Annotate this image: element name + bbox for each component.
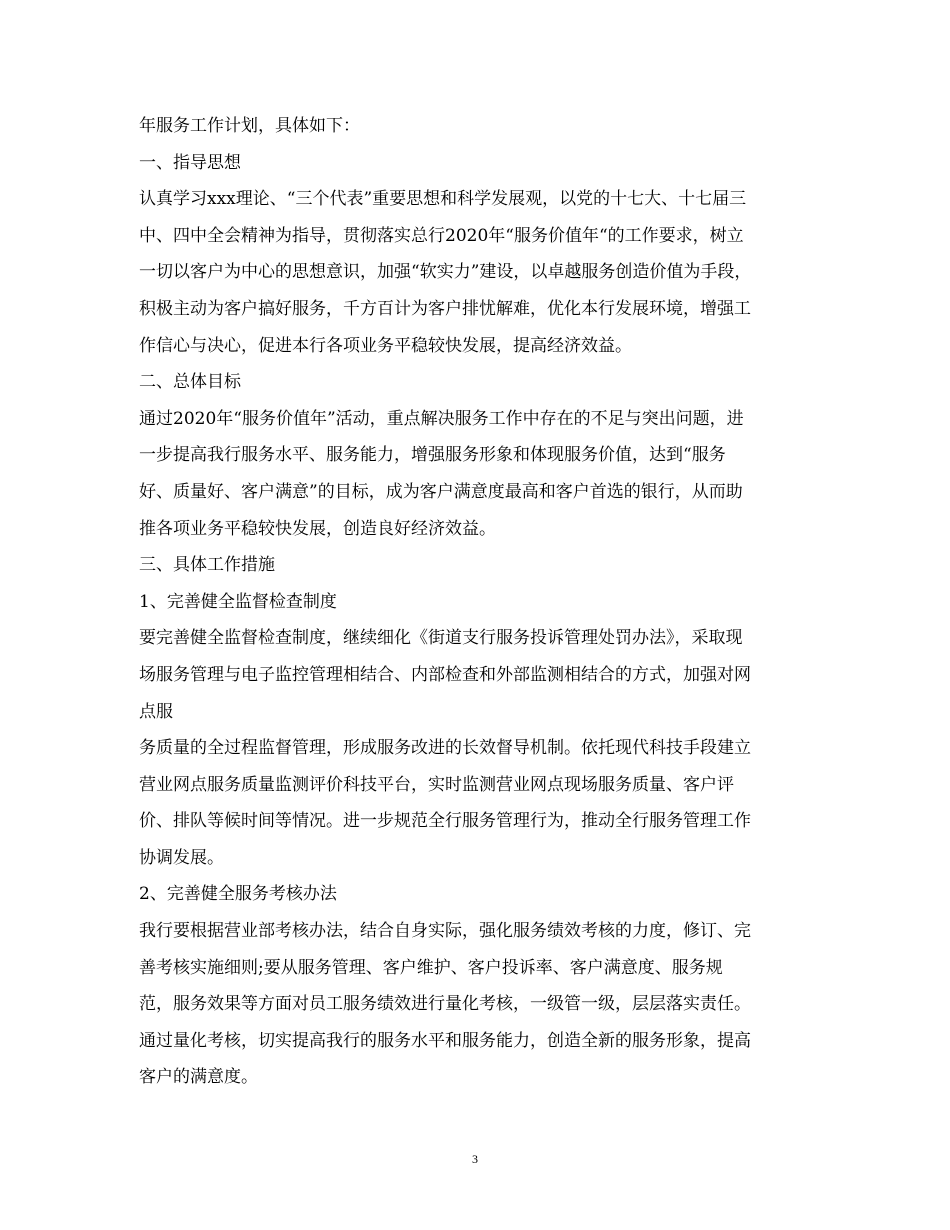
text-line: 客户的满意度。 [139, 1067, 258, 1088]
subsection-heading-assessment: 2、完善健全服务考核办法 [139, 884, 337, 905]
text-line: 价、排队等候时间等情况。进一步规范全行服务管理行为，推动全行服务管理工作 [139, 811, 751, 832]
text-line: 我行要根据营业部考核办法，结合自身实际，强化服务绩效考核的力度，修订、完 [139, 921, 751, 942]
text-line: 作信心与决心，促进本行各项业务平稳较快发展，提高经济效益。 [139, 335, 632, 356]
subsection-heading-supervision: 1、完善健全监督检查制度 [139, 591, 337, 612]
text-line: 通过量化考核，切实提高我行的服务水平和服务能力，创造全新的服务形象，提高 [139, 1030, 751, 1051]
text-line: 认真学习xxx理论、“三个代表”重要思想和科学发展观，以党的十七大、十七届三 [139, 189, 747, 210]
text-line: 务质量的全过程监督管理，形成服务改进的长效督导机制。依托现代科技手段建立 [139, 738, 751, 759]
text-line: 善考核实施细则;要从服务管理、客户维护、客户投诉率、客户满意度、服务规 [139, 957, 723, 978]
text-line: 协调发展。 [139, 847, 224, 868]
text-line: 营业网点服务质量监测评价科技平台，实时监测营业网点现场服务质量、客户评 [139, 774, 734, 795]
text-line: 要完善健全监督检查制度，继续细化《街道支行服务投诉管理处罚办法》，采取现 [139, 628, 743, 649]
document-body [139, 108, 811, 1096]
text-line: 一切以客户为中心的思想意识，加强“软实力”建设，以卓越服务创造价值为手段， [139, 262, 752, 283]
text-line: 点服 [139, 701, 173, 722]
section-heading-specific-measures: 三、具体工作措施 [139, 555, 275, 576]
text-line: 积极主动为客户搞好服务，千方百计为客户排忧解难，优化本行发展环境，增强工 [139, 298, 751, 319]
text-line: 范，服务效果等方面对员工服务绩效进行量化考核，一级管一级，层层落实责任。 [139, 994, 751, 1015]
text-line: 场服务管理与电子监控管理相结合、内部检查和外部监测相结合的方式，加强对网 [139, 664, 751, 685]
page-number: 3 [472, 1152, 478, 1166]
text-line: 通过2020年“服务价值年”活动，重点解决服务工作中存在的不足与突出问题，进 [139, 408, 744, 429]
text-line: 年服务工作计划，具体如下： [139, 116, 360, 136]
text-line: 好、质量好、客户满意”的目标，成为客户满意度最高和客户首选的银行，从而助 [139, 481, 743, 502]
section-heading-guiding-thought: 一、指导思想 [139, 152, 241, 173]
text-line: 一步提高我行服务水平、服务能力，增强服务形象和体现服务价值，达到“服务 [139, 445, 726, 466]
text-line: 推各项业务平稳较快发展，创造良好经济效益。 [139, 518, 496, 539]
text-line: 中、四中全会精神为指导，贯彻落实总行2020年“服务价值年“的工作要求，树立 [139, 225, 744, 246]
section-heading-overall-goal: 二、总体目标 [139, 372, 241, 393]
